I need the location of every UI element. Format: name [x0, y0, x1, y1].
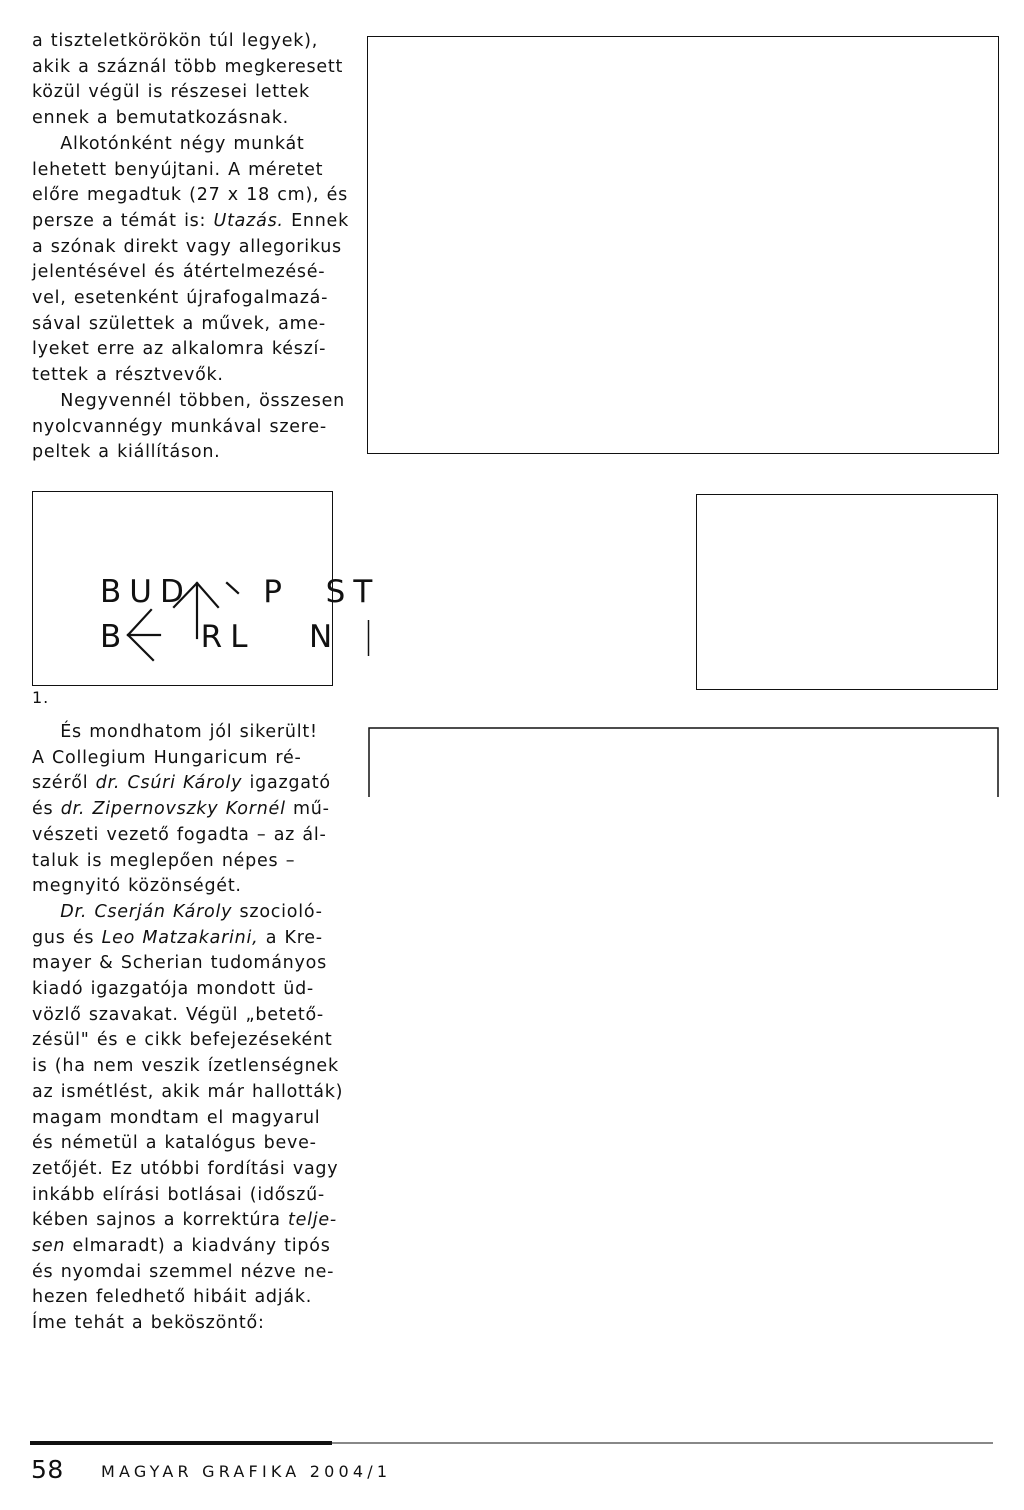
- text-line: [32, 363, 337, 389]
- logo-line-berlin: B RL N: [100, 619, 341, 655]
- text-line: [32, 183, 349, 209]
- figure-1-caption: 1.: [32, 688, 50, 707]
- line-text: a szónak direkt vagy allegorikus: [32, 236, 342, 257]
- text-line: [32, 55, 344, 81]
- line-text: ennek a bemutatkozásnak.: [32, 108, 289, 129]
- line-emphasis: telje-: [288, 1210, 337, 1231]
- image-frame-bottom-right: [368, 727, 999, 797]
- line-text: megnyitó közönségét.: [32, 876, 242, 897]
- text-line: [32, 1285, 337, 1311]
- logo-line-budapest: BUD P ST: [100, 574, 381, 610]
- text-line: [32, 951, 337, 977]
- text-line: [32, 977, 337, 1003]
- line-text: tettek a résztvevők.: [32, 365, 224, 386]
- line-text: széről: [32, 773, 96, 794]
- footer-rule: [30, 1441, 993, 1447]
- line-text: is (ha nem veszik ízetlenségnek: [32, 1056, 339, 1077]
- text-line: [32, 260, 337, 286]
- line-text-after: elmaradt) a kiadvány tipós: [65, 1236, 331, 1257]
- line-emphasis: dr. Csúri Károly: [95, 773, 243, 794]
- line-text: és nyomdai szemmel nézve ne-: [32, 1261, 335, 1282]
- line-emphasis: dr. Zipernovszky Kornél: [60, 799, 286, 820]
- text-line: [32, 1054, 337, 1080]
- line-text: kében sajnos a korrektúra: [32, 1210, 289, 1231]
- line-text-after: szocioló-: [232, 901, 323, 922]
- line-text: és németül a katalógus beve-: [32, 1133, 317, 1154]
- text-line: [32, 797, 337, 823]
- line-emphasis: Utazás.: [213, 210, 284, 231]
- text-line: [32, 1028, 337, 1054]
- line-emphasis: sen: [32, 1236, 66, 1257]
- text-line: [32, 312, 337, 338]
- line-text: gus és: [32, 927, 102, 948]
- text-line: [32, 1131, 337, 1157]
- line-emphasis: Leo Matzakarini,: [101, 927, 259, 948]
- text-line: [32, 29, 337, 55]
- line-text: vözlő szavakat. Végül „betető-: [32, 1004, 324, 1025]
- text-line: [32, 286, 337, 312]
- article-paragraph-bottom: [32, 720, 344, 1337]
- text-line: [32, 209, 349, 235]
- line-text: mayer & Scherian tudományos: [32, 953, 327, 974]
- line-text: előre megadtuk (27 x 18 cm), és: [32, 185, 349, 206]
- line-text: Alkotónként négy munkát: [32, 133, 305, 154]
- text-line: [32, 1003, 337, 1029]
- text-line: [32, 235, 342, 261]
- line-text-after: mű-: [285, 799, 330, 820]
- text-line: [32, 1183, 337, 1209]
- text-line: [32, 389, 345, 415]
- line-text: a tiszteletkörökön túl legyek),: [32, 31, 319, 51]
- line-text: persze a témát is:: [32, 210, 214, 231]
- image-frame-middle-right: [696, 494, 998, 690]
- line-text-after: igazgató: [242, 773, 331, 794]
- text-line: [32, 132, 337, 158]
- line-text: magam mondtam el magyarul: [32, 1107, 321, 1128]
- page-number: 58: [31, 1455, 64, 1484]
- text-line: [32, 874, 337, 900]
- line-text: sával születtek a művek, ame-: [32, 313, 326, 334]
- text-line: [32, 440, 337, 466]
- line-text: [32, 902, 60, 922]
- text-line: [32, 746, 337, 772]
- text-line: [32, 823, 337, 849]
- image-frame-top-right: [367, 36, 999, 454]
- text-line: [32, 1106, 337, 1132]
- text-line: [32, 926, 337, 952]
- line-text: vészeti vezető fogadta – az ál-: [32, 824, 327, 845]
- text-line: [32, 80, 337, 106]
- text-line: [32, 849, 337, 875]
- text-line: [32, 158, 337, 184]
- text-line: [32, 900, 337, 926]
- magazine-title: MAGYAR GRAFIKA 2004/1: [101, 1462, 392, 1481]
- line-text-after: a Kre-: [258, 927, 323, 948]
- line-text: peltek a kiállításon.: [32, 442, 221, 463]
- text-line: [32, 1208, 337, 1234]
- text-line: [32, 1157, 337, 1183]
- text-line: [32, 771, 337, 797]
- line-text: zésül" és e cikk befejezéseként: [32, 1030, 333, 1051]
- line-text: lehetett benyújtani. A méretet: [32, 159, 324, 180]
- line-text: Negyvennél többen, összesen: [32, 390, 345, 411]
- line-text: akik a száznál több megkeresett: [32, 56, 344, 77]
- article-paragraph-top: [32, 29, 349, 466]
- budapest-berlin-logo: [98, 570, 381, 670]
- frame-edge-mark: [367, 620, 370, 656]
- line-text: hezen feledhető hibáit adják.: [32, 1287, 313, 1308]
- text-line: [32, 106, 337, 132]
- line-text: inkább elírási botlásai (időszű-: [32, 1184, 325, 1205]
- line-text: és: [32, 799, 61, 820]
- line-text: lyeket erre az alkalomra készí-: [32, 339, 327, 360]
- line-text: taluk is meglepően népes –: [32, 850, 296, 871]
- line-text: nyolcvannégy munkával szere-: [32, 416, 327, 437]
- line-text: zetőjét. Ez utóbbi fordítási vagy: [32, 1158, 339, 1179]
- text-line: [32, 1080, 344, 1106]
- text-line: [32, 1311, 337, 1337]
- text-line: [32, 1234, 337, 1260]
- text-line: [32, 415, 337, 441]
- text-line: [32, 720, 337, 746]
- line-text: jelentésével és átértelmezésé-: [32, 262, 326, 283]
- line-text: közül végül is részesei lettek: [32, 82, 310, 103]
- line-text: És mondhatom jól sikerült!: [32, 722, 318, 742]
- line-text: az ismétlést, akik már hallották): [32, 1081, 344, 1102]
- text-line: [32, 1260, 337, 1286]
- line-text: kiadó igazgatója mondott üd-: [32, 979, 314, 1000]
- line-emphasis: Dr. Cserján Károly: [60, 901, 233, 922]
- line-text-after: Ennek: [283, 210, 349, 231]
- text-line: [32, 337, 337, 363]
- line-text: vel, esetenként újrafogalmazá-: [32, 288, 329, 309]
- line-text: A Collegium Hungaricum ré-: [32, 747, 302, 768]
- line-text: Íme tehát a beköszöntő:: [32, 1313, 265, 1334]
